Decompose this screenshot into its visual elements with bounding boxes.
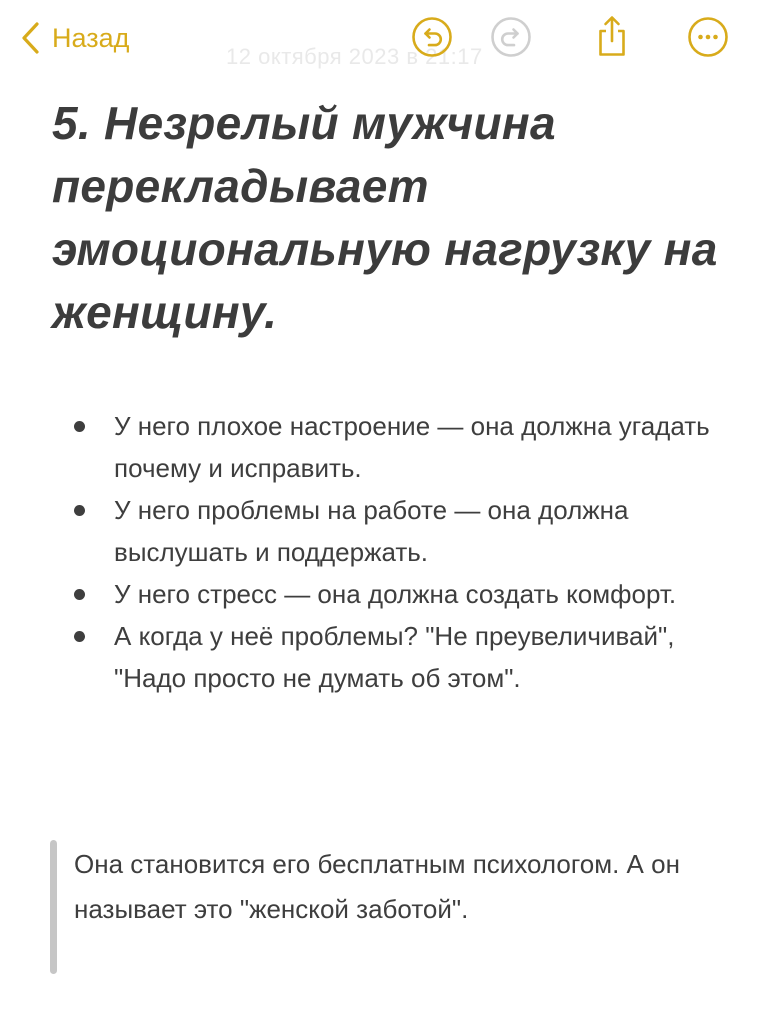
redo-icon xyxy=(490,16,532,58)
bullet-list xyxy=(74,405,724,699)
share-button[interactable] xyxy=(591,14,633,56)
note-body[interactable] xyxy=(52,92,732,344)
share-icon xyxy=(591,14,633,58)
bullet-dot-icon xyxy=(74,631,85,642)
more-icon xyxy=(687,16,729,58)
chevron-left-icon xyxy=(20,21,40,55)
undo-button[interactable] xyxy=(411,16,453,58)
quote-bar xyxy=(50,840,57,974)
list-item-text: У него плохое настроение — она должна угадать почему и исправить. xyxy=(114,411,710,483)
back-label: Назад xyxy=(52,22,130,53)
bullet-dot-icon xyxy=(74,505,85,516)
list-item xyxy=(74,489,724,573)
list-item xyxy=(74,615,724,699)
bullet-dot-icon xyxy=(74,589,85,600)
redo-button[interactable] xyxy=(490,16,532,58)
back-button[interactable] xyxy=(20,18,129,58)
note-date-faded: 12 октября 2023 в 21:17 xyxy=(226,44,483,69)
list-item-text: А когда у неё проблемы? "Не преувеличивай", "Надо просто не думать об этом". xyxy=(114,621,675,693)
list-item xyxy=(74,405,724,489)
quote-text: Она становится его бесплатным психологом. А он называет это "женской заботой". xyxy=(74,849,680,924)
notes-toolbar xyxy=(0,0,768,80)
block-quote xyxy=(50,840,710,974)
more-button[interactable] xyxy=(687,16,729,58)
list-item-text: У него проблемы на работе — она должна выслушать и поддержать. xyxy=(114,495,629,567)
list-item-text: У него стресс — она должна создать комфорт. xyxy=(114,579,677,609)
list-item xyxy=(74,573,724,615)
bullet-dot-icon xyxy=(74,421,85,432)
undo-icon xyxy=(411,16,453,58)
note-heading: 5. Незрелый мужчина перекладывает эмоциональную нагрузку на женщину. xyxy=(52,97,718,338)
